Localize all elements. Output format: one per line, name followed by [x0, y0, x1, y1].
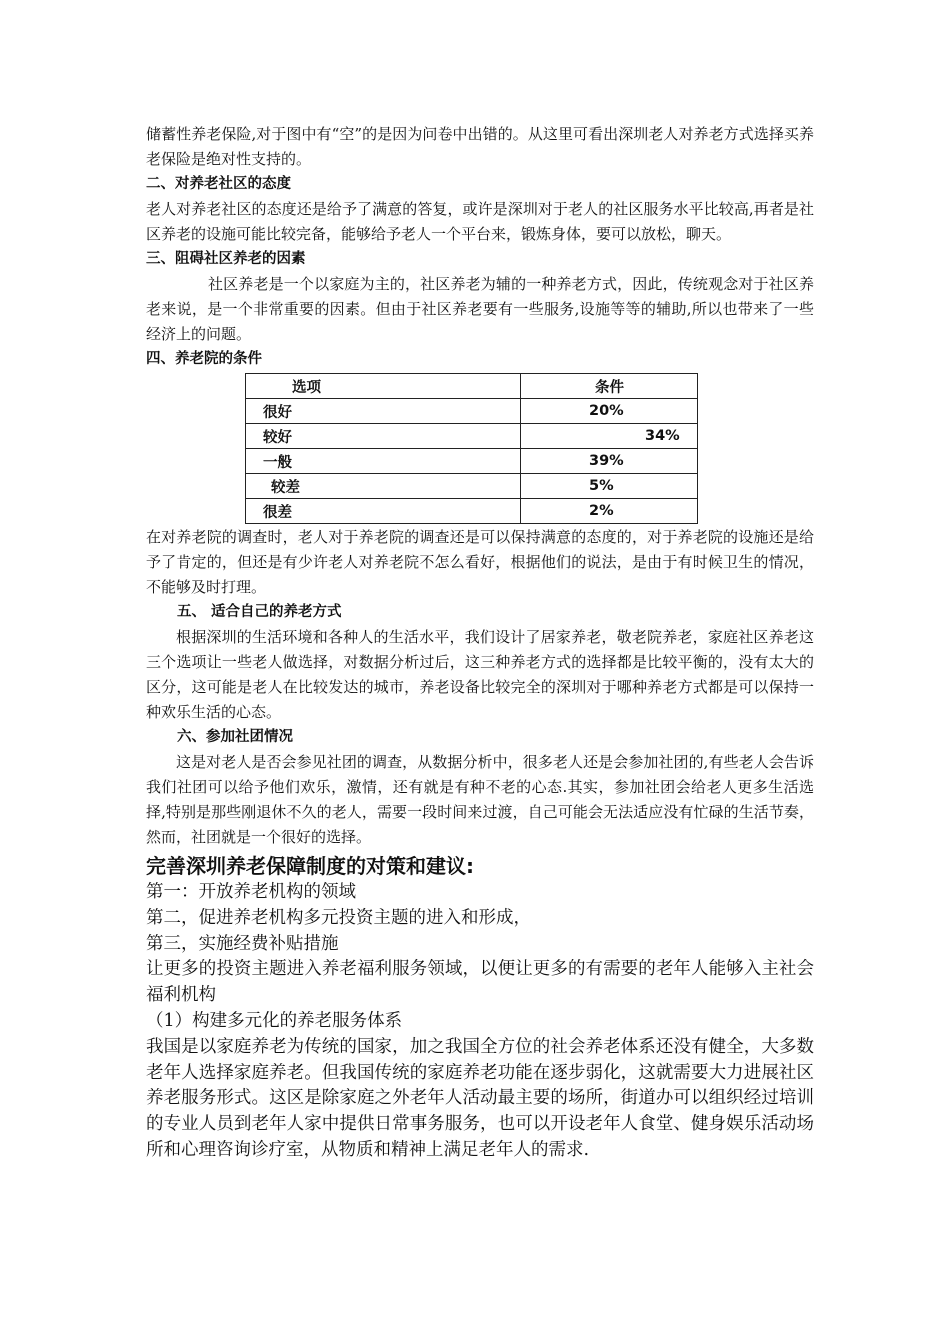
section-title-suggestions: 完善深圳养老保障制度的对策和建议: [146, 854, 474, 878]
table-header-option: 选项 [246, 374, 521, 399]
nursing-home-table [245, 373, 698, 524]
suggestion-second: 第二，促进养老机构多元投资主题的进入和形成， [146, 907, 531, 928]
table-cell-option: 较差 [246, 474, 521, 499]
subheading-service-system: （1）构建多元化的养老服务体系 [146, 1010, 403, 1031]
paragraph-pension-insurance: 储蓄性养老保险,对于图中有“空”的是因为问卷中出错的。从这里可看出深圳老人对养老方式选择买养老保险是绝对性支持的。 [146, 125, 814, 168]
paragraph-suitable-mode: 根据深圳的生活环境和各种人的生活水平，我们设计了居家养老，敬老院养老，家庭社区养老这三个选项让一些老人做选择，对数据分析过后，这三种养老方式的选择都是比较平衡的，没有太大的区分，这可能是老人在比较发达的城市，养老设备比较完全的深圳对于哪种养老方式都是可以保持一种欢乐生活的心态。 [146, 628, 814, 721]
table-row [246, 399, 698, 424]
heading-nursing-home: 四、养老院的条件 [146, 351, 262, 367]
suggestion-first: 第一：开放养老机构的领域 [146, 882, 356, 902]
table-cell-value: 34% [521, 424, 698, 449]
table-cell-option: 很差 [246, 499, 521, 524]
paragraph-service-system: 我国是以家庭养老为传统的国家，加之我国全方位的社会养老体系还没有健全，大多数老年人选择家庭养老。但我国传统的家庭养老功能在逐步弱化，这就需要大力进展社区养老服务形式。这区是除家庭之外老年人活动最主要的场所，街道办可以组织经过培训的专业人员到老年人家中提供日常事务服务，也可以开设老年人食堂、健身娱乐活动场所和心理咨询诊疗室，从物质和精神上满足老年人的需求. [146, 1036, 814, 1160]
table-header-condition: 条件 [521, 374, 698, 399]
table-cell-option: 较好 [246, 424, 521, 449]
paragraph-community-attitude: 老人对养老社区的态度还是给予了满意的答复，或许是深圳对于老人的社区服务水平比较高,再者是社区养老的设施可能比较完备，能够给予老人一个平台来，锻炼身体，要可以放松，聊天。 [146, 200, 814, 243]
table-row [246, 474, 698, 499]
table-cell-value: 2% [521, 499, 698, 524]
table-header-row [246, 374, 698, 399]
suggestion-third: 第三，实施经费补贴措施 [146, 933, 339, 954]
paragraph-investment: 让更多的投资主题进入养老福利服务领域，以便让更多的有需要的老年人能够入主社会福利机构 [146, 959, 814, 1006]
table-cell-value: 5% [521, 474, 698, 499]
table-row [246, 449, 698, 474]
paragraph-clubs: 这是对老人是否会参见社团的调查，从数据分析中，很多老人还是会参加社团的,有些老人会告诉我们社团可以给予他们欢乐，激情，还有就是有种不老的心态.其实，参加社团会给老人更多生活选择,特别是那些刚退休不久的老人，需要一段时间来过渡，自己可能会无法适应没有忙碌的生活节奏，然而，社团就是一个很好的选择。 [146, 753, 814, 846]
table-cell-option: 很好 [246, 399, 521, 424]
table-cell-value: 39% [521, 449, 698, 474]
heading-obstacles: 三、阻碍社区养老的因素 [146, 251, 306, 267]
table-cell-option: 一般 [246, 449, 521, 474]
table-row [246, 499, 698, 524]
table-cell-value: 20% [521, 399, 698, 424]
heading-suitable-mode: 五、 适合自己的养老方式 [177, 604, 342, 620]
heading-community-attitude: 二、对养老社区的态度 [146, 176, 291, 192]
document-page [146, 122, 814, 1164]
paragraph-nursing-home: 在对养老院的调查时，老人对于养老院的调查还是可以保持满意的态度的，对于养老院的设施还是给予了肯定的，但还是有少许老人对养老院不怎么看好，根据他们的说法，是由于有时候卫生的情况，不能够及时打理。 [146, 528, 814, 596]
paragraph-obstacles: 社区养老是一个以家庭为主的，社区养老为辅的一种养老方式，因此，传统观念对于社区养老来说，是一个非常重要的因素。但由于社区养老要有一些服务,设施等等的辅助,所以也带来了一些经济上的问题。 [146, 275, 814, 343]
table-row [246, 424, 698, 449]
heading-clubs: 六、参加社团情况 [177, 729, 293, 745]
